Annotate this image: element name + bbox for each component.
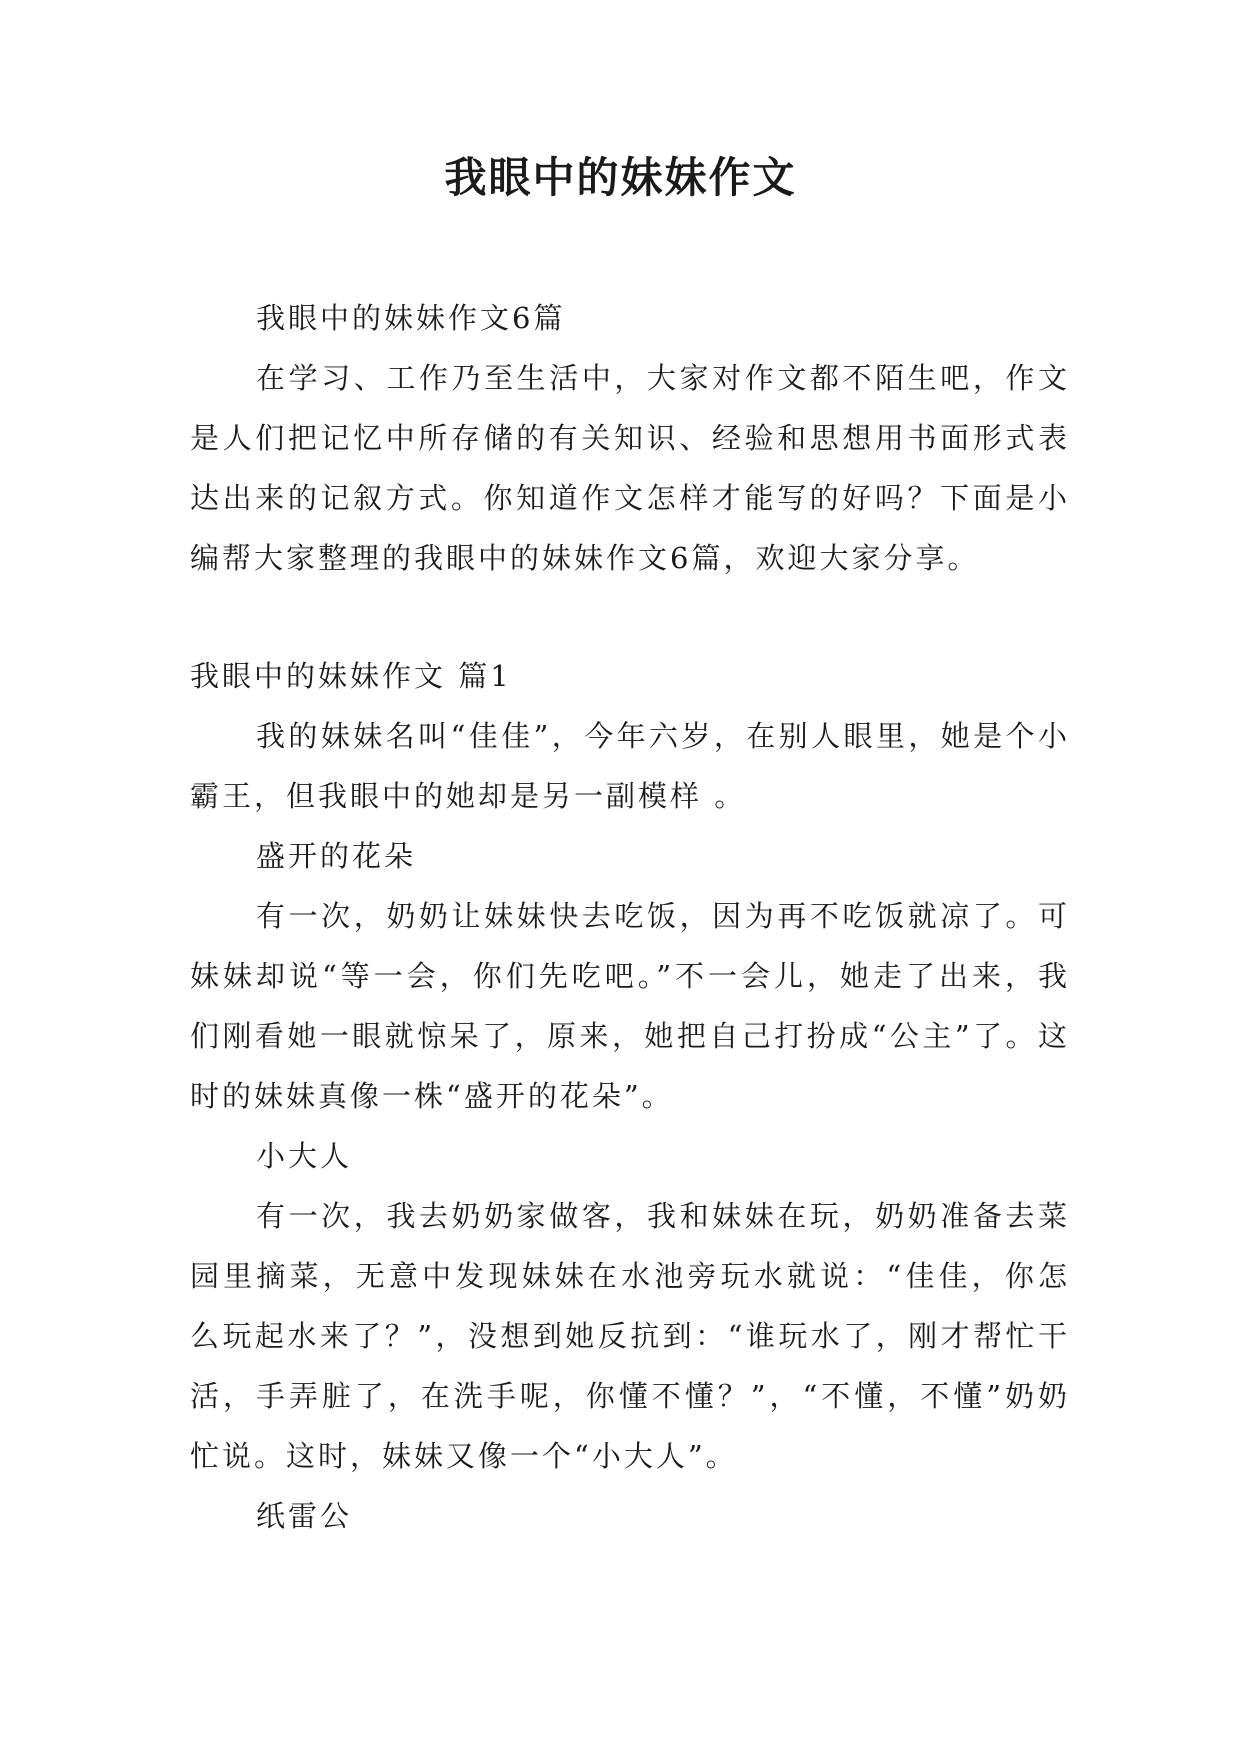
paragraph-intro: 在学习、工作乃至生活中，大家对作文都不陌生吧，作文是人们把记忆中所存储的有关知识、经验和思想用书面形式表达出来的记叙方式。你知道作文怎样才能写的好吗？下面是小编帮大家整理的我眼中的妹妹作文6篇，欢迎大家分享。	[190, 361, 1070, 575]
paragraph-2: 有一次，奶奶让妹妹快去吃饭，因为再不吃饭就凉了。可妹妹却说“等一会，你们先吃吧。”不一会儿，她走了出来，我们刚看她一眼就惊呆了，原来，她把自己打扮成“公主”了。这时的妹妹真像一株“盛开的花朵”。	[190, 899, 1070, 1113]
document-body	[190, 288, 1070, 1546]
paragraph-1: 我的妹妹名叫“佳佳”，今年六岁，在别人眼里，她是个小霸王，但我眼中的她却是另一副模样 。	[190, 719, 1070, 813]
document-title: 我眼中的妹妹作文	[444, 153, 797, 202]
section-heading-1: 我眼中的妹妹作文 篇1	[190, 659, 512, 693]
paragraph-subtitle: 我眼中的妹妹作文6篇	[256, 301, 566, 335]
paragraph-3: 有一次，我去奶奶家做客，我和妹妹在玩，奶奶准备去菜园里摘菜，无意中发现妹妹在水池旁玩水就说：“佳佳，你怎么玩起水来了？”，没想到她反抗到：“谁玩水了，刚才帮忙干活，手弄脏了，在洗手呢，你懂不懂？”，“不懂，不懂”奶奶忙说。这时，妹妹又像一个“小大人”。	[190, 1199, 1070, 1473]
paragraph-gap	[190, 588, 1070, 646]
subheading-blooming-flower: 盛开的花朵	[256, 839, 417, 873]
subheading-paper-thunder: 纸雷公	[256, 1499, 353, 1533]
subheading-little-adult: 小大人	[256, 1139, 353, 1173]
